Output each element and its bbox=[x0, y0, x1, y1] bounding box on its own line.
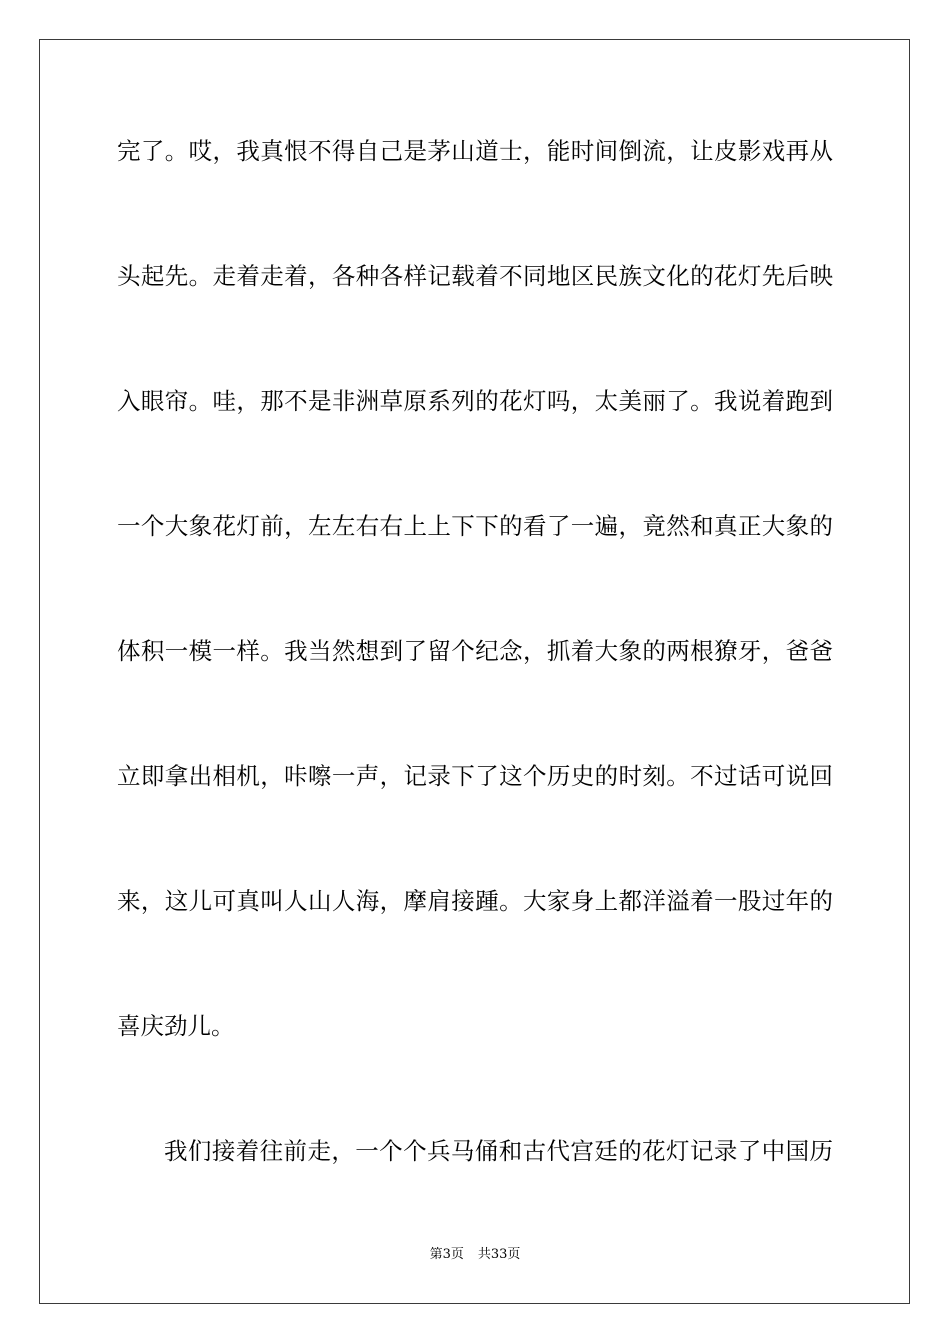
page-border bbox=[39, 39, 910, 1304]
page-footer bbox=[0, 1246, 950, 1264]
paragraph-line-3: 入眼帘。哇，那不是非洲草原系列的花灯吗，太美丽了。我说着跑到 bbox=[117, 387, 833, 415]
paragraph-line-2: 头起先。走着走着，各种各样记载着不同地区民族文化的花灯先后映 bbox=[117, 262, 833, 290]
page-number: 第3页 bbox=[429, 1247, 464, 1262]
paragraph-line-6: 立即拿出相机，咔嚓一声，记录下了这个历史的时刻。不过话可说回 bbox=[117, 762, 833, 790]
paragraph-line-1: 完了。哎，我真恨不得自己是茅山道士，能时间倒流，让皮影戏再从 bbox=[117, 137, 833, 165]
paragraph-line-4: 一个大象花灯前，左左右右上上下下的看了一遍，竟然和真正大象的 bbox=[117, 512, 833, 540]
paragraph-line-7: 来，这儿可真叫人山人海，摩肩接踵。大家身上都洋溢着一股过年的 bbox=[117, 887, 833, 915]
paragraph-line-9: 我们接着往前走，一个个兵马俑和古代宫廷的花灯记录了中国历 bbox=[164, 1137, 833, 1165]
page-total: 共33页 bbox=[477, 1247, 521, 1262]
paragraph-line-8: 喜庆劲儿。 bbox=[117, 1012, 235, 1040]
paragraph-line-5: 体积一模一样。我当然想到了留个纪念，抓着大象的两根獠牙，爸爸 bbox=[117, 637, 833, 665]
